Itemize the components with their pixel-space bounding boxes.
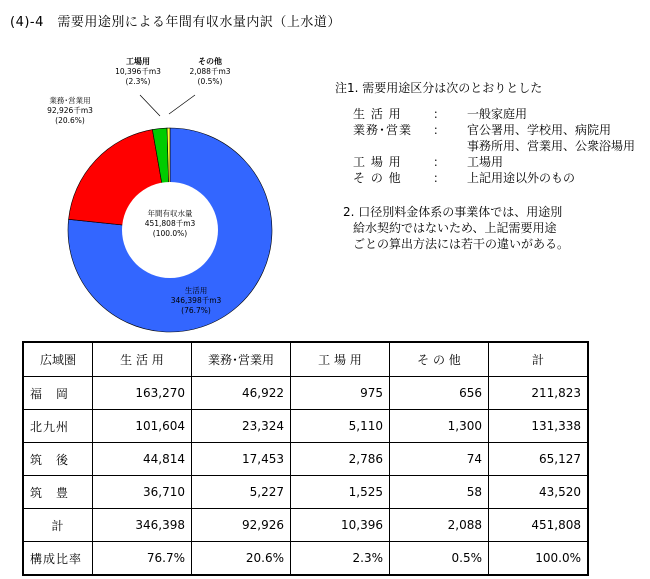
label-other-value: 2,088千m3 (189, 67, 231, 76)
note-colon: ： (433, 155, 446, 169)
label-other-name: その他 (198, 57, 222, 66)
table-cell: 46,922 (192, 377, 291, 410)
center-label-value: 451,808千m3 (144, 219, 196, 228)
note1-rows (335, 106, 650, 186)
table-cell: 58 (390, 476, 489, 509)
table-cell: 211,823 (489, 377, 589, 410)
table-cell: 74 (390, 443, 489, 476)
center-label-percent: (100.0%) (152, 229, 188, 238)
table-row (23, 377, 588, 410)
note-row (335, 170, 650, 186)
table-cell: 2,786 (291, 443, 390, 476)
table-cell: 131,338 (489, 410, 589, 443)
note-colon: ： (433, 123, 446, 137)
table-header-cell: そ の 他 (390, 342, 489, 377)
table-header-cell: 業務･営業用 (192, 342, 291, 377)
table-cell: 975 (291, 377, 390, 410)
note1-heading: 注1. 需要用途区分は次のとおりとした (335, 81, 543, 95)
table-cell: 筑 豊 (23, 476, 93, 509)
table-cell: 101,604 (93, 410, 192, 443)
donut-chart (0, 0, 330, 340)
page-title: (4)-4 需要用途別による年間有収水量内訳（上水道） (10, 15, 341, 30)
note-value: 上記用途以外のもの (467, 171, 576, 185)
label-business-name: 業務･営業用 (49, 96, 91, 105)
note2-line: 給水契約ではないため、上記需要用途 (353, 221, 557, 235)
note2-line: ごとの算出方法には若干の違いがある。 (353, 237, 570, 251)
note-key: 工 場 用 (353, 155, 402, 169)
table-cell: 100.0% (489, 542, 589, 576)
table-cell: 656 (390, 377, 489, 410)
table-cell: 5,227 (192, 476, 291, 509)
note-value: 一般家庭用 (467, 107, 528, 121)
note-key: 業務･営業 (353, 123, 413, 137)
table-header-cell: 生 活 用 (93, 342, 192, 377)
note-colon: ： (433, 107, 446, 121)
table-cell: 20.6% (192, 542, 291, 576)
table-header-row (23, 342, 588, 377)
table-cell: 1,300 (390, 410, 489, 443)
label-domestic-name: 生活用 (184, 286, 208, 295)
note-key (335, 138, 433, 154)
table-cell: 5,110 (291, 410, 390, 443)
table-header-cell: 計 (489, 342, 589, 377)
label-industrial-name: 工場用 (126, 57, 150, 66)
table-cell: 65,127 (489, 443, 589, 476)
table-cell: 43,520 (489, 476, 589, 509)
center-label-title: 年間有収水量 (147, 209, 193, 218)
table-cell: 計 (23, 509, 93, 542)
label-industrial-value: 10,396千m3 (115, 67, 161, 76)
table-cell: 76.7% (93, 542, 192, 576)
table-row (23, 542, 588, 576)
label-business-percent: (20.6%) (55, 116, 85, 125)
table-cell: 10,396 (291, 509, 390, 542)
table-row (23, 509, 588, 542)
table-cell: 筑 後 (23, 443, 93, 476)
table-row (23, 410, 588, 443)
table-cell: 17,453 (192, 443, 291, 476)
table-cell: 36,710 (93, 476, 192, 509)
note-value: 事務所用、営業用、公衆浴場用 (467, 139, 636, 153)
notes-section (335, 80, 650, 252)
note2-line: 2. 口径別料金体系の事業体では、用途別 (343, 205, 563, 219)
note-key: 生 活 用 (353, 107, 402, 121)
callout-line-industrial (140, 95, 160, 116)
note-value: 官公署用、学校用、病院用 (467, 123, 612, 137)
table-cell: 451,808 (489, 509, 589, 542)
note-row (335, 138, 650, 154)
note-colon (433, 138, 467, 154)
table-cell: 構成比率 (23, 542, 93, 576)
note2 (335, 204, 650, 252)
note-row (335, 122, 650, 138)
callout-line-other (169, 95, 195, 114)
table-cell: 163,270 (93, 377, 192, 410)
label-business-value: 92,926千m3 (47, 106, 93, 115)
table-cell: 1,525 (291, 476, 390, 509)
label-other-percent: (0.5%) (197, 77, 223, 86)
table-cell: 44,814 (93, 443, 192, 476)
table-cell: 北九州 (23, 410, 93, 443)
table-cell: 346,398 (93, 509, 192, 542)
data-table (22, 341, 589, 576)
note-row (335, 154, 650, 170)
table-cell: 23,324 (192, 410, 291, 443)
note-value: 工場用 (467, 155, 504, 169)
table-row (23, 443, 588, 476)
label-domestic-percent: (76.7%) (181, 306, 211, 315)
label-industrial-percent: (2.3%) (125, 77, 151, 86)
table-cell: 0.5% (390, 542, 489, 576)
table-cell: 2.3% (291, 542, 390, 576)
table-cell: 福 岡 (23, 377, 93, 410)
table-header-cell: 工 場 用 (291, 342, 390, 377)
note-colon: ： (433, 171, 446, 185)
note-row (335, 106, 650, 122)
table-row (23, 476, 588, 509)
table-header-cell: 広域圏 (23, 342, 93, 377)
table-cell: 92,926 (192, 509, 291, 542)
note-key: そ の 他 (353, 171, 402, 185)
label-domestic-value: 346,398千m3 (170, 296, 222, 305)
table-cell: 2,088 (390, 509, 489, 542)
